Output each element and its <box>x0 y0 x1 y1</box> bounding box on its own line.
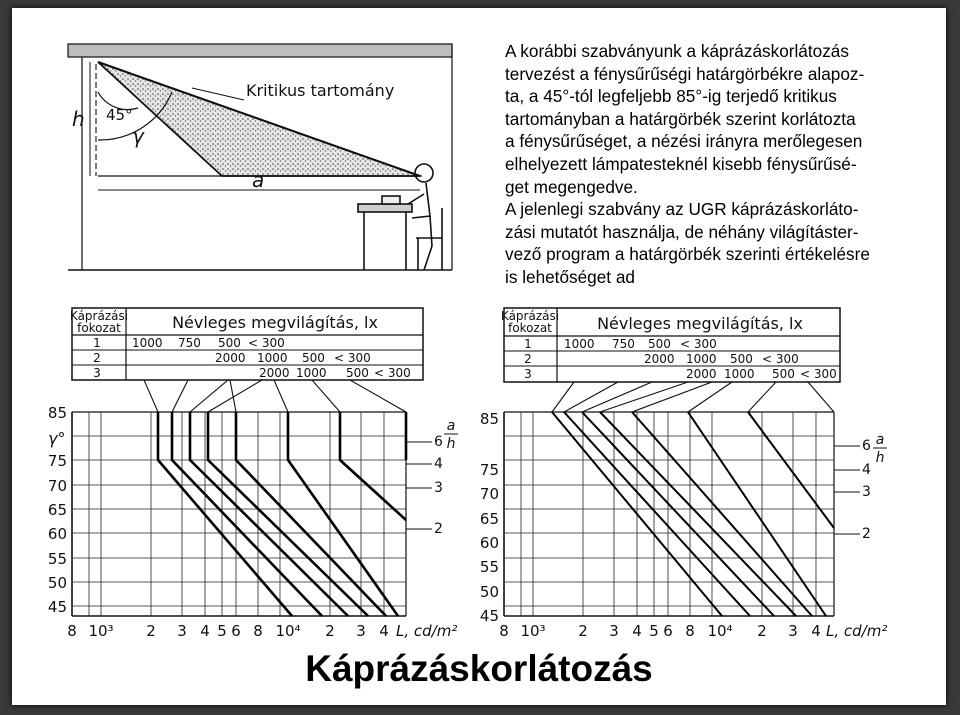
table-cell: < 300 <box>680 337 717 351</box>
ratio-tick: 6 <box>862 438 871 454</box>
table-cell: 1000 <box>296 366 327 380</box>
ratio-tick: 3 <box>862 484 871 500</box>
table-row-class: 2 <box>93 351 101 365</box>
table-cell: 500 <box>730 352 753 366</box>
table-row-class: 1 <box>93 336 101 350</box>
ratio-tick: 2 <box>434 521 443 537</box>
limit-curve <box>190 412 348 616</box>
table-cell: < 300 <box>800 367 837 381</box>
ratio-tick: 4 <box>862 462 871 478</box>
table-cell: 2000 <box>686 367 717 381</box>
y-tick-label: 60 <box>47 525 67 543</box>
limit-curves <box>552 412 834 616</box>
ratio-tick: 6 <box>434 434 443 450</box>
x-tick-label: 8 <box>67 622 77 640</box>
connector-lines <box>144 380 406 412</box>
x-tick-label: 6 <box>663 622 673 640</box>
ratio-tick: 3 <box>434 480 443 496</box>
x-tick-label: 4 <box>632 622 642 640</box>
x-tick-label: 6 <box>231 622 241 640</box>
y-tick-label: 60 <box>479 534 499 552</box>
gamma-label: γ <box>132 124 144 148</box>
x-tick-label: 10⁴ <box>275 622 301 640</box>
y-tick-label: 75 <box>47 452 67 470</box>
y-tick-label: 85 <box>47 404 67 422</box>
ratio-label-top: a <box>446 418 456 434</box>
x-tick-label: 5 <box>649 622 659 640</box>
paragraph-new-standard: A jelenlegi szabvány az UGR káprázáskorláto- zási mutatót használja, de néhány világításter- vező program a határgörbék szerinti értékelésre is lehetőséget ad <box>505 199 870 287</box>
table-cell: < 300 <box>762 352 799 366</box>
ratio-tick: 4 <box>434 456 443 472</box>
x-tick-label: 3 <box>177 622 187 640</box>
table-cell: < 300 <box>248 336 285 350</box>
limit-curve <box>600 412 796 616</box>
angle-45-label: 45° <box>106 106 133 124</box>
table-left-header-class <box>70 309 128 335</box>
x-tick-label: 2 <box>578 622 588 640</box>
x-tick-label: 4 <box>200 622 210 640</box>
y-tick-label: 55 <box>479 558 499 576</box>
limit-curve <box>748 412 834 528</box>
glare-chart-left <box>48 308 458 640</box>
table-cell: 2000 <box>644 352 675 366</box>
x-axis-label: L, cd/m² <box>826 622 888 640</box>
limit-curve <box>236 412 386 616</box>
table-illum-header: Névleges megvilágítás, lx <box>597 314 803 333</box>
table-cell: 1000 <box>564 337 595 351</box>
table-cell: 1000 <box>132 336 163 350</box>
table-cell: < 300 <box>334 351 371 365</box>
ratio-label-top: a <box>875 432 885 448</box>
table-class-header-line2: fokozat <box>77 321 121 335</box>
description-text <box>505 40 945 289</box>
region-label: Kritikus tartomány <box>246 81 395 100</box>
table-cell: 500 <box>302 351 325 365</box>
x-tick-label: 2 <box>146 622 156 640</box>
table-cell: 1000 <box>257 351 288 365</box>
desk-icon <box>358 196 412 270</box>
table-row-class: 2 <box>524 352 532 366</box>
table-cell: < 300 <box>374 366 411 380</box>
table-cell: 1000 <box>686 352 717 366</box>
room-sketch <box>68 44 452 270</box>
y-tick-label: 65 <box>479 510 499 528</box>
table-cell: 2000 <box>259 366 290 380</box>
x-tick-label: 4 <box>811 622 821 640</box>
x-tick-label: 4 <box>379 622 389 640</box>
x-tick-label: 5 <box>217 622 227 640</box>
paragraph-old-standard: A korábbi szabványunk a káprázáskorlátozás tervezést a fénysűrűségi határgörbékre alapoz- ta, a 45°-tól legfeljebb 85°-ig terjedő kritikus tartományban a határgörbék szerint korlátozta a fénysűrűséget, a nézési irányra merőlegesen elhelyezett lámpatesteknél kisebb fénysűrűsé- get megengedve. <box>505 41 865 197</box>
limit-curve <box>688 412 826 616</box>
x-axis-label: L, cd/m² <box>396 622 458 640</box>
y-tick-label: 45 <box>479 607 499 625</box>
seated-person-icon <box>408 164 433 270</box>
table-cell: 750 <box>612 337 635 351</box>
y-axis-label: γ° <box>48 429 66 448</box>
table-class-header-line1: Káprázási <box>69 309 129 323</box>
y-tick-label: 50 <box>47 574 67 592</box>
height-label: h <box>72 107 85 131</box>
table-cell: 2000 <box>215 351 246 365</box>
glare-chart-right <box>480 308 887 640</box>
limit-curves <box>158 412 406 616</box>
ratio-label-bottom: h <box>446 436 456 452</box>
table-cell: 1000 <box>724 367 755 381</box>
ratio-label-bottom: h <box>875 450 885 466</box>
table-cell: 500 <box>346 366 369 380</box>
table-cell: 500 <box>772 367 795 381</box>
connector-lines <box>552 382 834 412</box>
y-tick-label: 70 <box>479 485 499 503</box>
y-tick-label: 45 <box>47 598 67 616</box>
x-tick-label: 10⁴ <box>707 622 733 640</box>
x-tick-label: 8 <box>499 622 509 640</box>
table-row-class: 3 <box>93 366 101 380</box>
y-tick-label: 85 <box>479 410 499 428</box>
x-tick-label: 3 <box>356 622 366 640</box>
x-tick-label: 2 <box>325 622 335 640</box>
x-tick-label: 3 <box>609 622 619 640</box>
y-tick-label: 70 <box>47 477 67 495</box>
limit-curve <box>340 412 406 520</box>
table-row-class: 1 <box>524 337 532 351</box>
slide-title: Káprázáskorlátozás <box>305 648 653 689</box>
table-cell: 500 <box>218 336 241 350</box>
distance-label: a <box>252 168 265 192</box>
x-tick-label: 8 <box>685 622 695 640</box>
table-class-header-line2: fokozat <box>508 321 552 335</box>
table-cell: 750 <box>178 336 201 350</box>
limit-curve <box>582 412 774 616</box>
x-tick-label: 8 <box>253 622 263 640</box>
limit-curve <box>172 412 322 616</box>
table-cell: 500 <box>648 337 671 351</box>
table-illum-header: Névleges megvilágítás, lx <box>172 313 378 332</box>
table-class-header-line1: Káprázási <box>500 309 560 323</box>
y-tick-label: 55 <box>47 550 67 568</box>
x-tick-label: 10³ <box>88 622 114 640</box>
x-tick-label: 10³ <box>520 622 546 640</box>
table-row-class: 3 <box>524 367 532 381</box>
y-tick-label: 65 <box>47 501 67 519</box>
ceiling-slab <box>68 44 452 57</box>
ratio-tick: 2 <box>862 526 871 542</box>
slide <box>12 8 946 705</box>
x-tick-label: 3 <box>788 622 798 640</box>
y-tick-label: 75 <box>479 461 499 479</box>
y-tick-label: 50 <box>479 583 499 601</box>
limit-curve <box>288 412 398 616</box>
x-tick-label: 2 <box>757 622 767 640</box>
